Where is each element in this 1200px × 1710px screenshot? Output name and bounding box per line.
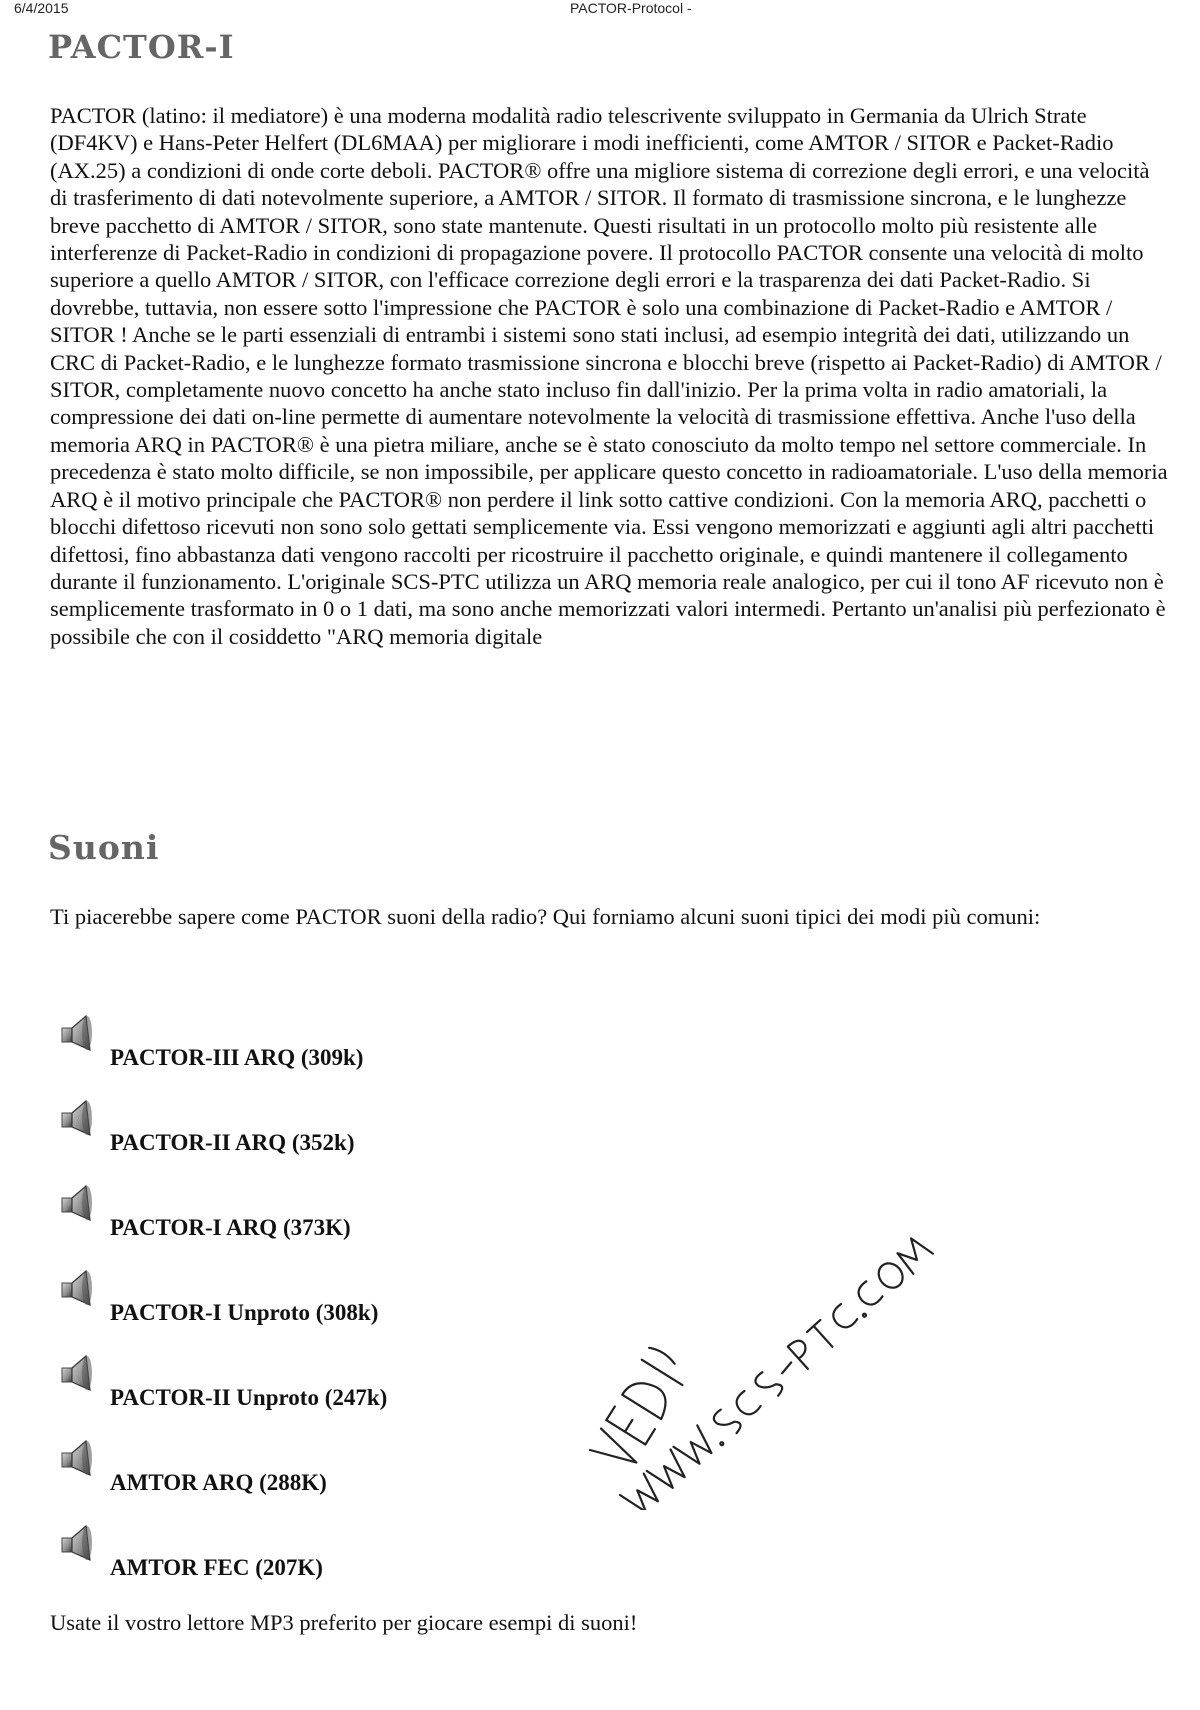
- sound-item[interactable]: [48, 1350, 648, 1435]
- handwritten-annotation: [580, 1150, 1020, 1510]
- sound-label[interactable]: PACTOR-III ARQ (309k): [110, 1045, 364, 1070]
- sound-item[interactable]: [48, 1010, 648, 1095]
- sound-label[interactable]: PACTOR-II Unproto (247k): [110, 1385, 388, 1410]
- speaker-icon[interactable]: [52, 1435, 100, 1483]
- print-date: 6/4/2015: [14, 0, 69, 16]
- sound-item[interactable]: [48, 1180, 648, 1265]
- sound-list: [48, 1010, 648, 1605]
- section-heading-suoni: Suoni: [48, 828, 160, 867]
- speaker-icon[interactable]: [52, 1095, 100, 1143]
- pactor-description: PACTOR (latino: il mediatore) è una moderna modalità radio telescrivente sviluppato in Germania da Ulrich Strate (DF4KV) e Hans-Peter Helfert (DL6MAA) per migliorare i modi inefficienti, come AMTOR / SITOR e Packet-Radio (AX.25) a condizioni di onde corte deboli. PACTOR® offre una migliore sistema di correzione degli errori, e una velocità di trasferimento di dati notevolmente superiore, a AMTOR / SITOR. Il formato di trasmissione sincrona, e le lunghezze breve pacchetto di AMTOR / SITOR, sono state mantenute. Questi risultati in un protocollo molto più resistente alle interferenze di Packet-Radio in condizioni di propagazione povere. Il protocollo PACTOR consente una velocità di molto superiore a quello AMTOR / SITOR, con l'efficace correzione degli errori e la trasparenza dei dati Packet-Radio. Si dovrebbe, tuttavia, non essere sotto l'impressione che PACTOR è solo una combinazione di Packet-Radio e AMTOR / SITOR ! Anche se le parti essenziali di entrambi i sistemi sono stati inclusi, ad esempio integrità dei dati, utilizzando un CRC di Packet-Radio, e le lunghezze formato trasmissione sincrona e blocchi breve (rispetto ai Packet-Radio) di AMTOR / SITOR, completamente nuovo concetto ha anche stato incluso fin dall'inizio. Per la prima volta in radio amatoriali, la compressione dei dati on-line permette di aumentare notevolmente la velocità di trasmissione effettiva. Anche l'uso della memoria ARQ in PACTOR® è una pietra miliare, anche se è stato conosciuto da molto tempo nel settore commerciale. In precedenza è stato molto difficile, se non impossibile, per applicare questo concetto in radioamatoriale. L'uso della memoria ARQ è il motivo principale che PACTOR® non perdere il link sotto cattive condizioni. Con la memoria ARQ, pacchetti o blocchi difettoso ricevuti non sono solo gettati semplicemente via. Essi vengono memorizzati e aggiunti agli altri pacchetti difettosi, fino abbastanza dati vengono raccolti per ricostruire il pacchetto originale, e quindi mantenere il collegamento durante il funzionamento. L'originale SCS-PTC utilizza un ARQ memoria reale analogico, per cui il tono AF ricevuto non è semplicemente trasformato in 0 o 1 dati, ma sono anche memorizzati valori intermedi. Pertanto un'analisi più perfezionato è possibile che con il cosiddetto "ARQ memoria digitale: [50, 103, 1168, 649]
- print-header: [0, 0, 1200, 20]
- suoni-intro: Ti piacerebbe sapere come PACTOR suoni della radio? Qui forniamo alcuni suoni tipici dei modi più comuni:: [50, 904, 1041, 929]
- sound-label[interactable]: PACTOR-I ARQ (373K): [110, 1215, 351, 1240]
- print-title: PACTOR-Protocol -: [570, 0, 692, 16]
- speaker-icon[interactable]: [52, 1180, 100, 1228]
- section-heading-pactor-i: PACTOR-I: [48, 28, 235, 66]
- sound-item[interactable]: [48, 1435, 648, 1520]
- speaker-icon[interactable]: [52, 1265, 100, 1313]
- sound-item[interactable]: [48, 1520, 648, 1605]
- speaker-icon[interactable]: [52, 1350, 100, 1398]
- sound-label[interactable]: PACTOR-I Unproto (308k): [110, 1300, 379, 1325]
- sound-label[interactable]: AMTOR ARQ (288K): [110, 1470, 327, 1495]
- sound-label[interactable]: AMTOR FEC (207K): [110, 1555, 323, 1580]
- speaker-icon[interactable]: [52, 1520, 100, 1568]
- sound-label[interactable]: PACTOR-II ARQ (352k): [110, 1130, 355, 1155]
- footer-note: Usate il vostro lettore MP3 preferito per giocare esempi di suoni!: [50, 1610, 638, 1635]
- sound-item[interactable]: [48, 1265, 648, 1350]
- speaker-icon[interactable]: [52, 1010, 100, 1058]
- sound-item[interactable]: [48, 1095, 648, 1180]
